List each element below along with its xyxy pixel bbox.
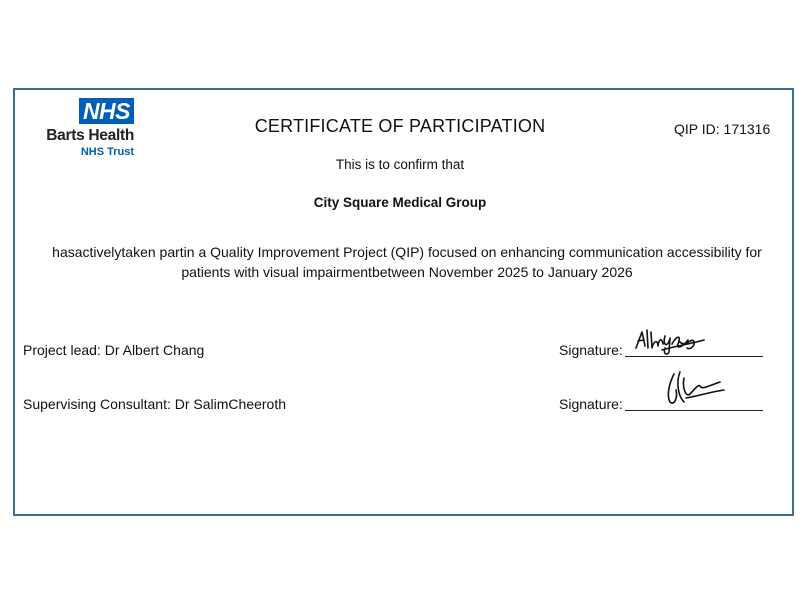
recipient-name: City Square Medical Group	[313, 195, 487, 210]
project-lead-label: Project lead: Dr Albert Chang	[23, 342, 205, 358]
nhs-logo	[28, 98, 134, 164]
participation-statement: hasactivelytaken partin a Quality Improvement Project (QIP) focused on enhancing communication accessibility for patients with visual impairmentbetween November 2025 to January 2026	[52, 244, 762, 280]
confirm-text: This is to confirm that	[335, 157, 465, 172]
signature-2-image	[660, 368, 728, 408]
certificate-title: CERTIFICATE OF PARTICIPATION	[254, 116, 546, 136]
supervising-consultant-label: Supervising Consultant: Dr SalimCheeroth	[23, 396, 287, 412]
nhs-badge: NHS	[79, 98, 134, 124]
signature-label-1: Signature:	[559, 342, 623, 358]
signature-label-2: Signature:	[559, 396, 623, 412]
org-trust: NHS Trust	[80, 146, 134, 158]
org-name: Barts Health	[46, 127, 134, 144]
qip-id: QIP ID: 171316	[674, 121, 771, 137]
signature-line-2	[625, 410, 763, 411]
signature-1-image	[632, 326, 708, 358]
